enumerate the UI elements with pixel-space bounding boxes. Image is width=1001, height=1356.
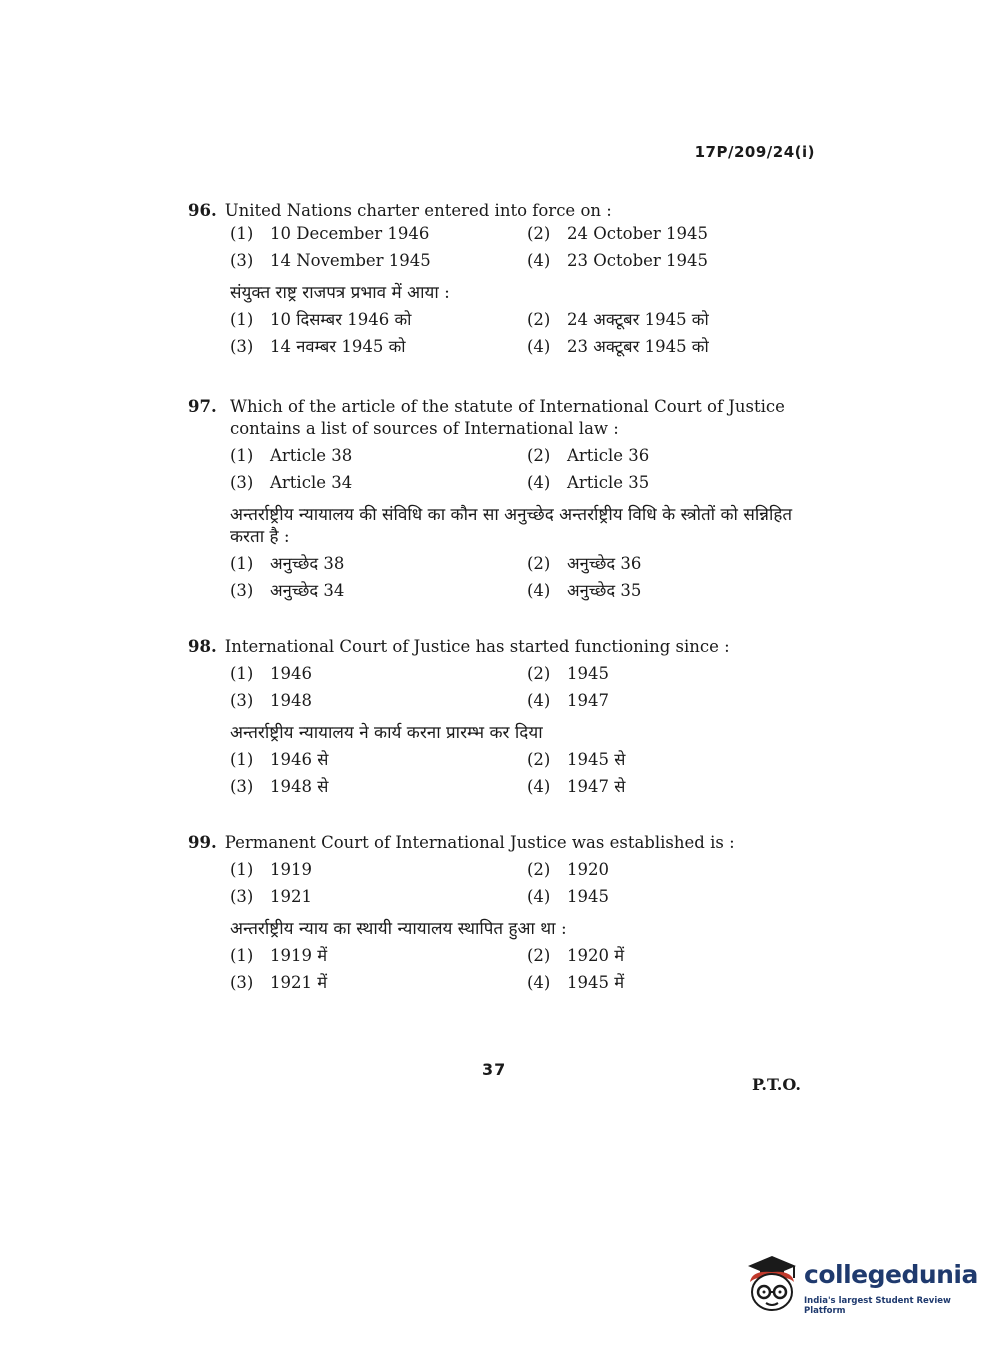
option: (3) 1948 से [230,777,329,796]
option: (2) 1920 में [527,946,625,965]
options-en [230,858,828,908]
option: (3) 1921 [230,887,312,906]
pto-label: P.T.O. [752,1075,801,1094]
question-text-en: 99. Permanent Court of International Justice was established is : [188,833,735,852]
option: (2) 1920 [527,860,609,879]
option: (1) 10 December 1946 [230,224,430,243]
option: (2) 24 अक्टूबर 1945 को [527,310,709,329]
option: (3) 1948 [230,691,312,710]
paper-code: 17P/209/24(i) [694,143,815,161]
question-text-hi: संयुक्त राष्ट्र राजपत्र प्रभाव में आया : [230,283,450,303]
question-text-hi: अन्तर्राष्ट्रीय न्यायालय ने कार्य करना प्रारम्भ कर दिया [230,723,543,743]
option: (3) 14 नवम्बर 1945 को [230,337,406,356]
option: (1) 1946 [230,664,312,683]
question-98 [188,636,828,798]
option: (4) अनुच्छेद 35 [527,581,642,600]
options-hi [230,308,828,358]
option: (4) Article 35 [527,473,650,492]
question-number: 98. [188,637,217,656]
options-en [230,444,828,494]
options-en [230,222,828,272]
option: (2) Article 36 [527,446,650,465]
question-number: 96. [188,201,217,220]
option: (2) 1945 से [527,750,626,769]
question-text-hi: अन्तर्राष्ट्रीय न्यायालय की संविधि का कौन सा अनुच्छेद अन्तर्राष्ट्रीय विधि के स्त्रोतों को सन्निहित करता है : [230,505,793,547]
question-99 [188,832,828,994]
option: (3) 1921 में [230,973,328,992]
question-text-en: 96. United Nations charter entered into force on : [188,201,612,220]
option: (3) 14 November 1945 [230,251,431,270]
options-hi [230,552,828,602]
option: (4) 1945 [527,887,609,906]
question-number: 99. [188,833,217,852]
option: (2) 1945 [527,664,609,683]
option: (2) 24 October 1945 [527,224,709,243]
option: (1) 1919 में [230,946,328,965]
option: (1) 1946 से [230,750,329,769]
option: (1) 1919 [230,860,312,879]
option: (4) 1945 में [527,973,625,992]
option: (3) अनुच्छेद 34 [230,581,345,600]
option: (4) 23 October 1945 [527,251,709,270]
option: (1) अनुच्छेद 38 [230,554,345,573]
question-text-hi: अन्तर्राष्ट्रीय न्याय का स्थायी न्यायालय स्थापित हुआ था : [230,919,567,939]
option: (4) 1947 से [527,777,626,796]
options-hi [230,944,828,994]
option: (1) 10 दिसम्बर 1946 को [230,310,412,329]
options-hi [230,748,828,798]
option: (1) Article 38 [230,446,353,465]
options-en [230,662,828,712]
brand-name: collegedunia [804,1260,978,1289]
page-number: 37 [482,1060,507,1079]
option: (4) 1947 [527,691,609,710]
option: (2) अनुच्छेद 36 [527,554,642,573]
student-mascot-icon [742,1252,800,1314]
question-96 [188,200,828,358]
question-97 [188,396,828,602]
option: (3) Article 34 [230,473,353,492]
question-text-en: 98. International Court of Justice has started functioning since : [188,637,730,656]
option: (4) 23 अक्टूबर 1945 को [527,337,709,356]
brand-watermark [742,1252,978,1322]
question-text-en: 97. Which of the article of the statute of International Court of Justice contains a list of sources of International law : [188,397,785,438]
question-number: 97. [188,397,217,416]
brand-tagline: India's largest Student Review Platform [804,1296,951,1316]
